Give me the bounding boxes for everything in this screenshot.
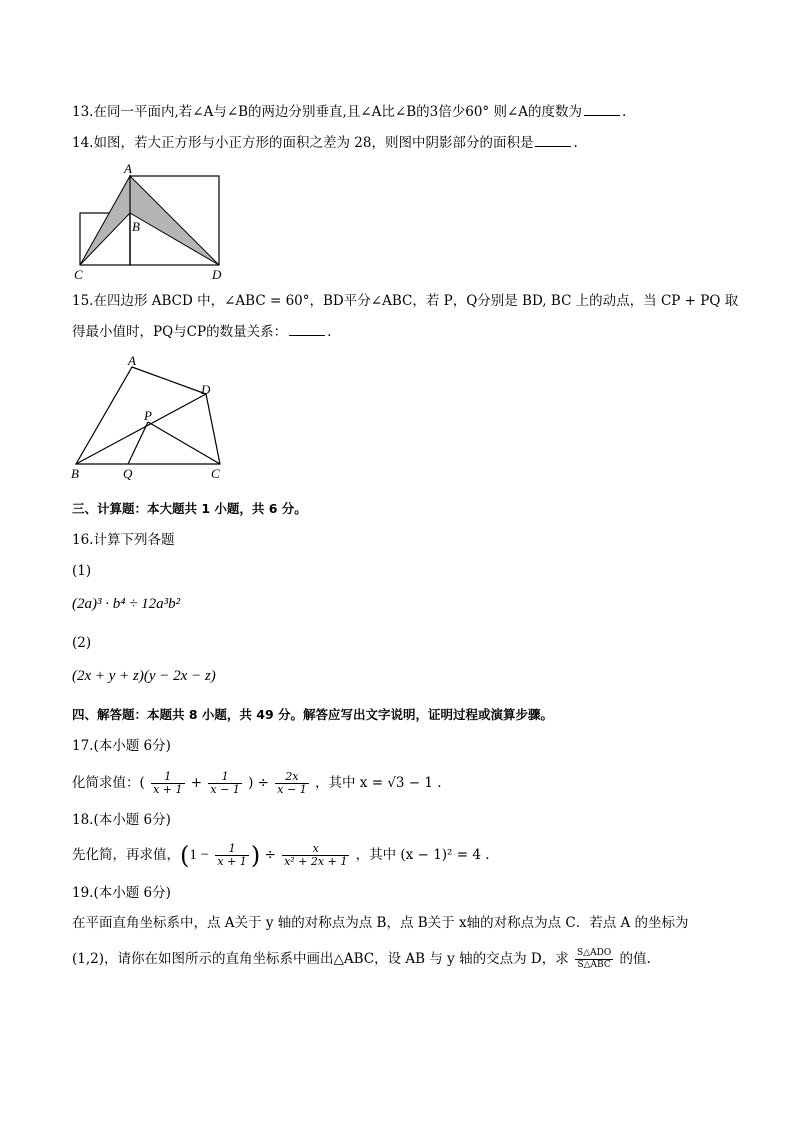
q15-text-line2: 得最小值时，PQ与CP的数量关系：: [72, 324, 288, 340]
q14-text: 14.如图，若大正方形与小正方形的面积之差为 28，则图中阴影部分的面积是: [72, 135, 534, 151]
q15-figure: [68, 352, 233, 482]
q16-part2-expr: (2x + y + z)(y − 2x − z): [72, 668, 216, 684]
question-15-line2: 得最小值时，PQ与CP的数量关系： .: [72, 324, 332, 340]
q18-fraction-2: $\frac{x}{\text{x² + 2x + 1}}$: [284, 842, 348, 868]
q13-text: 13.在同一平面内,若∠A与∠B的两边分别垂直,且∠A比∠B的3倍少60° 则∠A的度数为: [72, 104, 583, 120]
q15-text-line1: 15.在四边形 ABCD 中，∠ABC = 60°，BD平分∠ABC，若 P，Q分别是 BD, BC 上的动点，当 CP + PQ 取: [72, 293, 739, 309]
q14-label-a: A: [124, 161, 132, 176]
q15-label-c: C: [211, 466, 220, 481]
question-15-line1: [72, 291, 738, 311]
q14-label-b: B: [132, 219, 140, 234]
q17-fraction-2: $\frac{1}{x - 1}$: [210, 770, 240, 796]
q18-title: 18.(本小题 6分): [72, 812, 171, 828]
q14-label-d: D: [212, 267, 222, 282]
q14-figure: [72, 160, 232, 282]
q15-label-p: P: [144, 408, 152, 423]
q17-title: 17.(本小题 6分): [72, 738, 171, 754]
q13-answer-blank: [584, 103, 620, 116]
segment-pq: [128, 422, 148, 464]
q19-line2: (1,2)，请你在如图所示的直角坐标系中画出△ABC，设 AB 与 y 轴的交点为 D，求 $\frac{\text{S△ADO}}{\text{S△ABC}}$ 的值.: [72, 948, 651, 970]
q16-part1-expr: (2a)³ · b⁴ ÷ 12a³b²: [72, 596, 181, 612]
q14-answer-blank: [535, 134, 571, 147]
q15-label-d: D: [201, 382, 211, 397]
q18-body: 先化简，再求值，(1 − $\frac{1}{x + 1}$ ) ÷ $\frac{x}{\text{x² + 2x + 1}}$ ，其中 (x − 1)² = 4 .: [72, 841, 490, 870]
q15-label-b: B: [71, 466, 79, 481]
section-4-heading: 四、解答题：本题共 8 小题，共 49 分。解答应写出文字说明，证明过程或演算步骤。: [72, 707, 554, 722]
question-13: 13.在同一平面内,若∠A与∠B的两边分别垂直,且∠A比∠B的3倍少60° 则∠A的度数为 .: [72, 104, 627, 120]
q17-fraction-3: $\frac{2x}{x - 1}$: [277, 770, 307, 796]
section-3-heading: 三、计算题：本大题共 1 小题，共 6 分。: [72, 501, 307, 516]
q19-area-ratio: $\frac{\text{S△ADO}}{\text{S△ABC}}$: [577, 948, 612, 970]
q14-label-c: C: [74, 267, 83, 282]
diagonal-bd: [76, 394, 206, 464]
q19-line1: 在平面直角坐标系中，点 A关于 y 轴的对称点为点 B，点 B关于 x轴的对称点为点 C．若点 A 的坐标为: [72, 915, 689, 931]
q17-body: 化简求值：( $\frac{1}{x + 1}$ + $\frac{1}{x - 1}$ ) ÷ $\frac{2x}{x - 1}$ ，其中 x = √3 − 1 .: [72, 770, 442, 796]
q15-label-q: Q: [123, 466, 133, 481]
q19-title: 19.(本小题 6分): [72, 885, 171, 901]
shaded-left: [80, 176, 130, 265]
q15-answer-blank: [289, 323, 325, 336]
q16-part1-label: (1): [72, 563, 92, 579]
segment-cp: [148, 422, 220, 464]
q16-part2-label: (2): [72, 635, 92, 651]
q17-fraction-1: $\frac{1}{x + 1}$: [153, 770, 183, 796]
shaded-right: [130, 176, 219, 265]
q18-fraction-1: $\frac{1}{x + 1}$: [217, 842, 247, 868]
q16-title: 16.计算下列各题: [72, 532, 175, 548]
q15-label-a: A: [128, 353, 136, 368]
question-14: 14.如图，若大正方形与小正方形的面积之差为 28，则图中阴影部分的面积是 .: [72, 135, 578, 151]
